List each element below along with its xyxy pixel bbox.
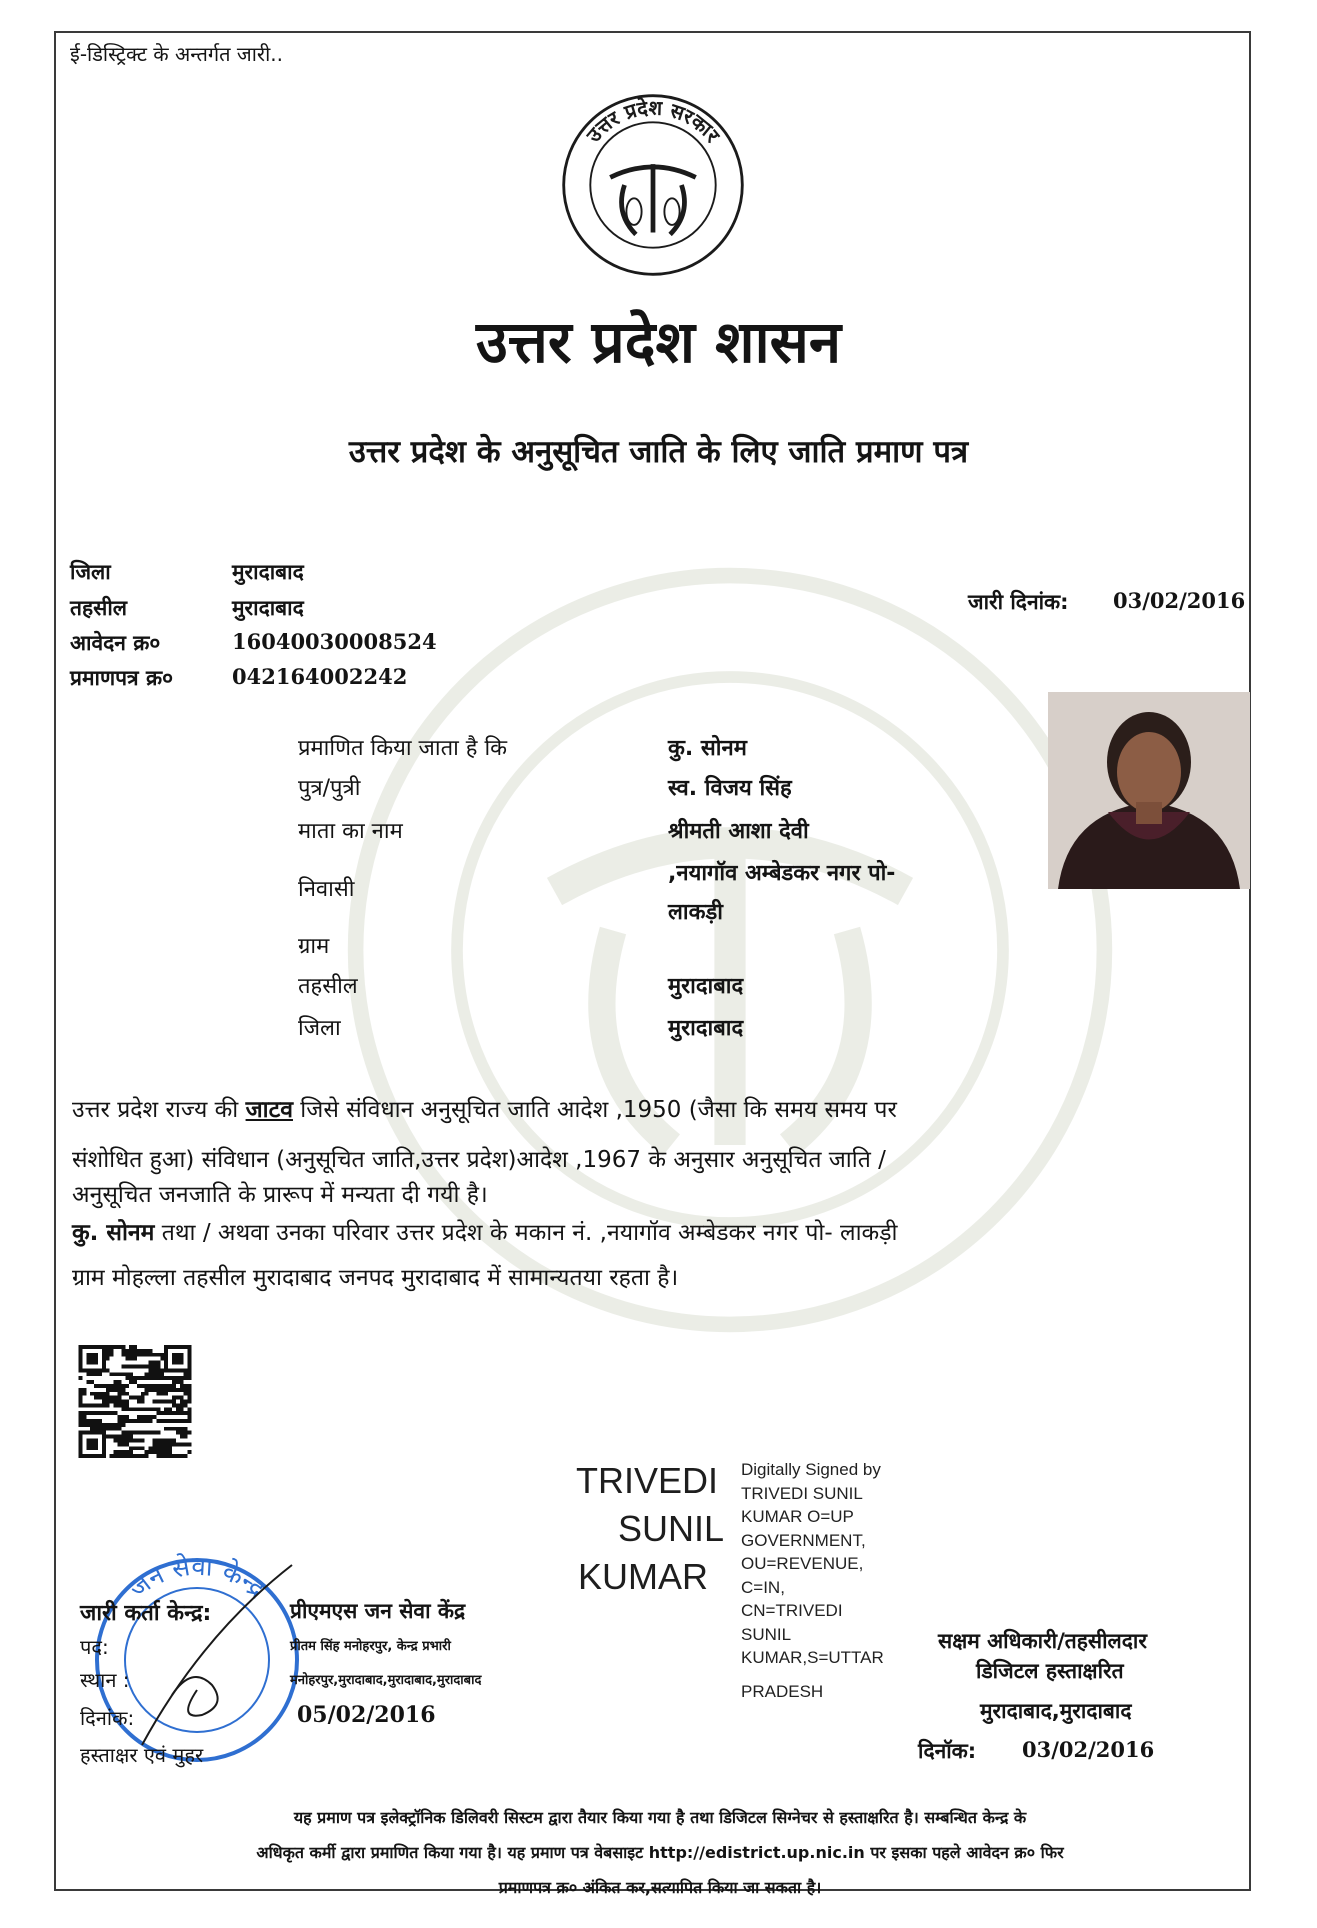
emblem-label: उत्तर प्रदेश सरकार	[581, 95, 725, 147]
para-name: कु. सोनम	[72, 1220, 155, 1246]
meta-value-certificate-no: 042164002242	[232, 664, 408, 689]
meta-value-district: मुरादाबाद	[232, 560, 304, 584]
certificate-title: उत्तर प्रदेश शासन	[475, 308, 842, 376]
sig-detail-line: CN=TRIVEDI	[741, 1601, 843, 1620]
meta-value-tehsil: मुरादाबाद	[232, 596, 304, 620]
footer-note	[80, 1800, 1240, 1905]
qr-code	[77, 1345, 193, 1458]
up-government-emblem	[558, 90, 748, 280]
sign-and-seal-label: हस्ताक्षर एवं मुहर	[80, 1743, 204, 1767]
detail-label-village: ग्राम	[298, 934, 330, 959]
sig-detail-line: GOVERNMENT,	[741, 1530, 866, 1550]
sig-detail-line: PRADESH	[741, 1681, 824, 1701]
detail-label-district: जिला	[298, 1016, 341, 1041]
authority-title: सक्षम अधिकारी/तहसीलदार	[938, 1629, 1147, 1653]
footer-line-3: प्रमाणपत्र क्र० अंकित कर,सत्यापित किया जा सकता है।	[498, 1878, 822, 1897]
sig-detail-line: TRIVEDI SUNIL	[741, 1483, 863, 1503]
detail-label-resident: निवासी	[298, 877, 355, 902]
applicant-photo	[1048, 692, 1250, 889]
para-line-4	[72, 1213, 897, 1253]
para-line-1-pre: उत्तर प्रदेश राज्य की	[72, 1097, 246, 1123]
sig-detail-line: C=IN,	[741, 1577, 785, 1597]
meta-label-district: जिला	[70, 560, 111, 584]
footer-line-1: यह प्रमाण पत्र इलेक्ट्रॉनिक डिलिवरी सिस्टम द्वारा तैयार किया गया है तथा डिजिटल सिग्नेचर से हस्ताक्षरित है। सम्बन्धित केन्द्र के	[293, 1808, 1027, 1827]
para-line-3: अनुसूचित जनजाति के प्रारूप में मन्यता दी गयी है।	[72, 1182, 488, 1208]
para-line-4-post: तथा / अथवा उनका परिवार उत्तर प्रदेश के मकान नं. ,नयागॉव अम्बेडकर नगर पो- लाकड़ी	[154, 1220, 898, 1246]
detail-value-tehsil: मुरादाबाद	[668, 974, 744, 999]
detail-label-certified: प्रमाणित किया जाता है कि	[298, 736, 508, 761]
para-line-2: संशोधित हुआ) संविधान (अनुसूचित जाति,उत्तर प्रदेश)आदेश ,1967 के अनुसार अनुसूचित जाति /	[72, 1147, 886, 1173]
center-date-value: 05/02/2016	[297, 1702, 436, 1728]
sig-detail-line: KUMAR,S=UTTAR	[741, 1648, 884, 1667]
detail-label-parent: पुत्र/पुत्री	[298, 776, 361, 801]
authority-date-label: दिनॉक:	[918, 1739, 977, 1763]
para-line-1-post: जिसे संविधान अनुसूचित जाति आदेश ,1950 (जैसा कि समय समय पर	[292, 1097, 897, 1123]
issue-date-value: 03/02/2016	[1113, 588, 1246, 613]
authority-location: मुरादाबाद,मुरादाबाद	[980, 1699, 1132, 1723]
sig-detail-line: Digitally Signed by	[741, 1460, 881, 1479]
signer-name-line-1: TRIVEDI	[576, 1460, 719, 1501]
sig-detail-line: KUMAR O=UP	[741, 1507, 854, 1526]
meta-label-application-no: आवेदन क्र०	[70, 631, 161, 655]
meta-label-certificate-no: प्रमाणपत्र क्र०	[70, 666, 174, 690]
certificate-subtitle: उत्तर प्रदेश के अनुसूचित जाति के लिए जाति प्रमाण पत्र	[348, 434, 969, 470]
para-line-1	[72, 1090, 897, 1130]
detail-label-mother: माता का नाम	[298, 819, 403, 844]
issuing-center-value: प्रीएमएस जन सेवा केंद्र	[290, 1599, 466, 1623]
authority-digital-signed: डिजिटल हस्ताक्षरित	[976, 1659, 1124, 1683]
detail-value-mother: श्रीमती आशा देवी	[668, 819, 809, 844]
post-value: प्रीतम सिंह मनोहरपुर, केन्द्र प्रभारी	[290, 1639, 451, 1654]
detail-value-district: मुरादाबाद	[668, 1016, 744, 1041]
meta-label-tehsil: तहसील	[70, 596, 127, 620]
meta-value-application-no: 16040030008524	[232, 629, 437, 654]
detail-value-father: स्व. विजय सिंह	[668, 776, 792, 801]
post-label: पद:	[80, 1635, 109, 1659]
detail-value-resident: ,नयागॉव अम्बेडकर नगर पो-	[668, 861, 896, 886]
detail-value-name: कु. सोनम	[668, 736, 747, 761]
signature-details	[741, 1458, 884, 1703]
center-date-label: दिनांक:	[80, 1706, 135, 1730]
sig-detail-line: OU=REVENUE,	[741, 1554, 864, 1573]
sig-detail-line: SUNIL	[741, 1624, 792, 1644]
detail-value-resident-2: लाकड़ी	[668, 900, 723, 925]
signer-name-line-2: SUNIL	[618, 1508, 725, 1549]
para-line-5: ग्राम मोहल्ला तहसील मुरादाबाद जनपद मुरादाबाद में सामान्यतया रहता है।	[72, 1265, 679, 1291]
place-label: स्थान :	[80, 1668, 130, 1692]
footer-line-2: अधिकृत कर्मी द्वारा प्रमाणित किया गया है। यह प्रमाण पत्र वेबसाइट http://edistrict.up.nic.in पर इसका पहले आवेदन क्र० फिर	[256, 1843, 1064, 1862]
issuing-center-label: जारी कर्ता केन्द्र:	[80, 1601, 212, 1626]
signer-name-line-3: KUMAR	[578, 1556, 709, 1597]
authority-date-value: 03/02/2016	[1022, 1737, 1155, 1762]
detail-label-tehsil: तहसील	[298, 974, 358, 999]
stamp-text: जन सेवा केन्द्र	[123, 1551, 272, 1605]
place-value: मनोहरपुर,मुरादाबाद,मुरादाबाद,मुरादाबाद	[290, 1673, 482, 1688]
header-note: ई-डिस्ट्रिक्ट के अन्तर्गत जारी..	[70, 42, 283, 66]
issue-date-label: जारी दिनांक:	[968, 590, 1069, 614]
caste-name: जाटव	[245, 1097, 293, 1123]
